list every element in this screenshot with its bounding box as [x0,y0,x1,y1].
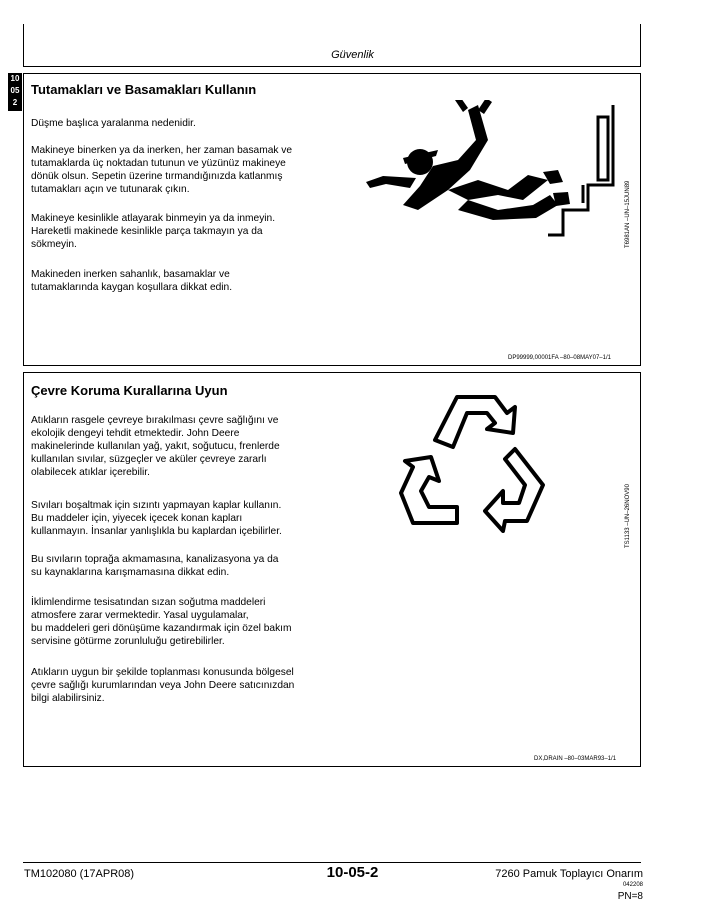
steps-icon [548,105,613,235]
section1-bottom-rule [23,365,641,366]
section2-paragraph-1: Atıkların rasgele çevreye bırakılması çevre sağlığını ve ekolojik dengeyi tehdit etmektedir. John Deere makinelerinde kullanılan yağ, yakıt, soğutucu, frenlerde kullanılan sıvılar, süzgeçler ve aküler çevreye zararlı olabilecek atıklar içerebilir. [31,415,280,478]
section1-reference-code: DP99999,00001FA –80–08MAY07–1/1 [508,355,611,361]
section2-left-border [23,372,24,767]
person-icon [366,100,570,220]
footer-date-code: 042208 [622,882,643,888]
section2-paragraph-5: Atıkların uygun bir şekilde toplanması konusunda bölgesel çevre sağlığı kurumlarından veya John Deere satıcınızdan bilgi alabilirsiniz. [31,667,295,704]
section2-paragraph-3: Bu sıvıların toprağa akmamasına, kanalizasyona ya da su kaynaklarına karışmamasına dikkat edin. [31,554,279,578]
recycle-arrows-icon [401,397,543,531]
tab-line-3: 2 [12,98,18,107]
section1-paragraph-4: Makineden inerken sahanlık, basamaklar ve tutamaklarında kaygan koşullara dikkat edin. [31,269,233,293]
footer-page-number: 10-05-2 [326,864,379,881]
section1-paragraph-1: Düşme başlıca yaralanma nedenidir. [31,118,196,129]
section1-paragraph-3: Makineye kesinlikle atlayarak binmeyin ya da inmeyin. Hareketli makinede kesinlikle parça takmayın ya da sökmeyin. [31,213,276,250]
section2-title: Çevre Koruma Kurallarına Uyun [31,383,228,398]
section1-top-rule [23,73,641,74]
section-tab [8,73,22,111]
section2-top-rule [23,372,641,373]
section2-bottom-rule [23,766,641,767]
section2-paragraph-2: Sıvıları boşaltmak için sızıntı yapmayan kaplar kullanın. Bu maddeler için, yiyecek içecek konan kapları kullanmayın. İnsanlar yanlışlıkla bu kaplardan içebilirler. [31,500,282,537]
tab-line-1: 10 [10,74,20,83]
section2-paragraph-4: İklimlendirme tesisatından sızan soğutma maddeleri atmosfere zarar vermektedir. Yasal uygulamalar, bu maddeleri geri dönüşüme kazandırmak için özel bakım servisine götürme zorunluluğu getirebilirler. [31,597,292,647]
section1-title: Tutamakları ve Basamakları Kullanın [31,82,257,97]
recycle-illustration [395,385,555,545]
section1-paragraph-2: Makineye binerken ya da inerken, her zaman basamak ve tutamaklarda üç noktadan tutunun ve yüzünüz makineye dönük olsun. Sepetin üzerine tırmandığınızda katlanmış tutamakları açın ve tutunarak çıkın. [31,145,293,195]
section2-right-border [640,372,641,767]
footer-manual-title: 7260 Pamuk Toplayıcı Onarım [495,868,643,880]
section2-image-code: TS1133 –UN–26NOV90 [625,484,631,548]
footer-pn: PN=8 [617,891,643,902]
section1-right-border [640,73,641,366]
section2-reference-code: DX,DRAIN –80–03MAR93–1/1 [534,756,617,762]
page-header-title: Güvenlik [331,49,374,61]
footer-rule [23,862,641,863]
footer-document-code: TM102080 (17APR08) [24,868,135,880]
section1-left-border [23,73,24,366]
header-bottom-rule [23,66,641,67]
section1-image-code: T6981AN –UN–15JUN89 [625,180,631,248]
falling-person-illustration [358,100,623,250]
tab-line-2: 05 [10,86,20,95]
